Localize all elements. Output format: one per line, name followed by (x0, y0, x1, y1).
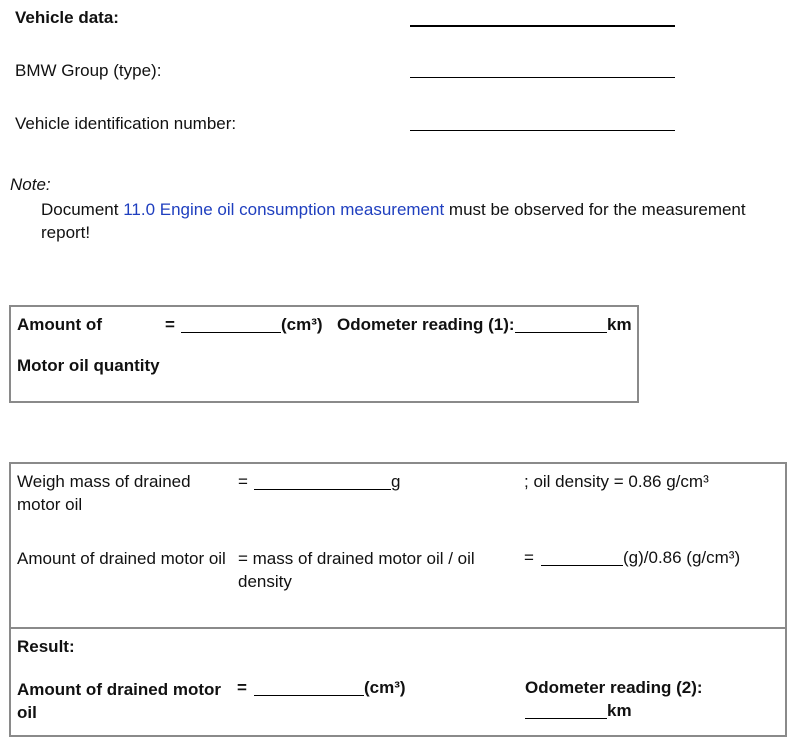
note-text (41, 198, 796, 244)
odometer-2-line[interactable] (525, 718, 607, 719)
amount-of-label: Amount of (17, 315, 102, 334)
amount-drained-label: Amount of drained motor oil (17, 549, 226, 568)
amount-cm3-line[interactable] (181, 332, 281, 333)
odometer-2-unit: km (607, 701, 632, 720)
calc-unit: (g)/0.86 (g/cm³) (623, 548, 741, 567)
calc-equals: = (524, 548, 534, 567)
calc-line[interactable] (541, 565, 623, 566)
amount-equals: = (165, 315, 175, 334)
weigh-mass-line[interactable] (254, 489, 391, 490)
weigh-unit: g (391, 472, 401, 491)
note-text-before: Document (41, 200, 124, 219)
odometer-2-label: Odometer reading (2): (525, 678, 703, 697)
formula-text: = mass of drained motor oil / oil density (238, 549, 475, 591)
oil-quantity-box (9, 305, 639, 403)
result-heading: Result: (17, 637, 75, 656)
vehicle-data-line[interactable] (410, 25, 675, 27)
oil-density-text: ; oil density = 0.86 g/cm³ (524, 472, 709, 491)
result-divider (9, 627, 787, 629)
weigh-equals: = (238, 472, 248, 491)
vehicle-data-heading: Vehicle data: (15, 8, 119, 27)
odometer-1-unit: km (607, 315, 632, 334)
note-text-after: must be observed for the measurement report! (41, 200, 746, 242)
result-amount-label: Amount of drained motor oil (17, 680, 221, 722)
result-cm3-line[interactable] (254, 695, 364, 696)
result-equals: = (237, 678, 247, 697)
note-document-link[interactable]: 11.0 Engine oil consumption measurement (123, 200, 445, 219)
bmw-group-line[interactable] (410, 77, 675, 78)
vin-line[interactable] (410, 130, 675, 131)
odometer-1-line[interactable] (515, 332, 607, 333)
amount-unit-cm3: (cm³) (281, 315, 323, 334)
bmw-group-label: BMW Group (type): (15, 61, 162, 80)
vin-label: Vehicle identification number: (15, 114, 237, 133)
result-unit-cm3: (cm³) (364, 678, 406, 697)
motor-oil-quantity-label: Motor oil quantity (17, 356, 160, 375)
weigh-mass-label: Weigh mass of drained motor oil (17, 472, 191, 514)
odometer-1-label: Odometer reading (1): (337, 315, 515, 334)
note-label: Note: (10, 175, 51, 194)
